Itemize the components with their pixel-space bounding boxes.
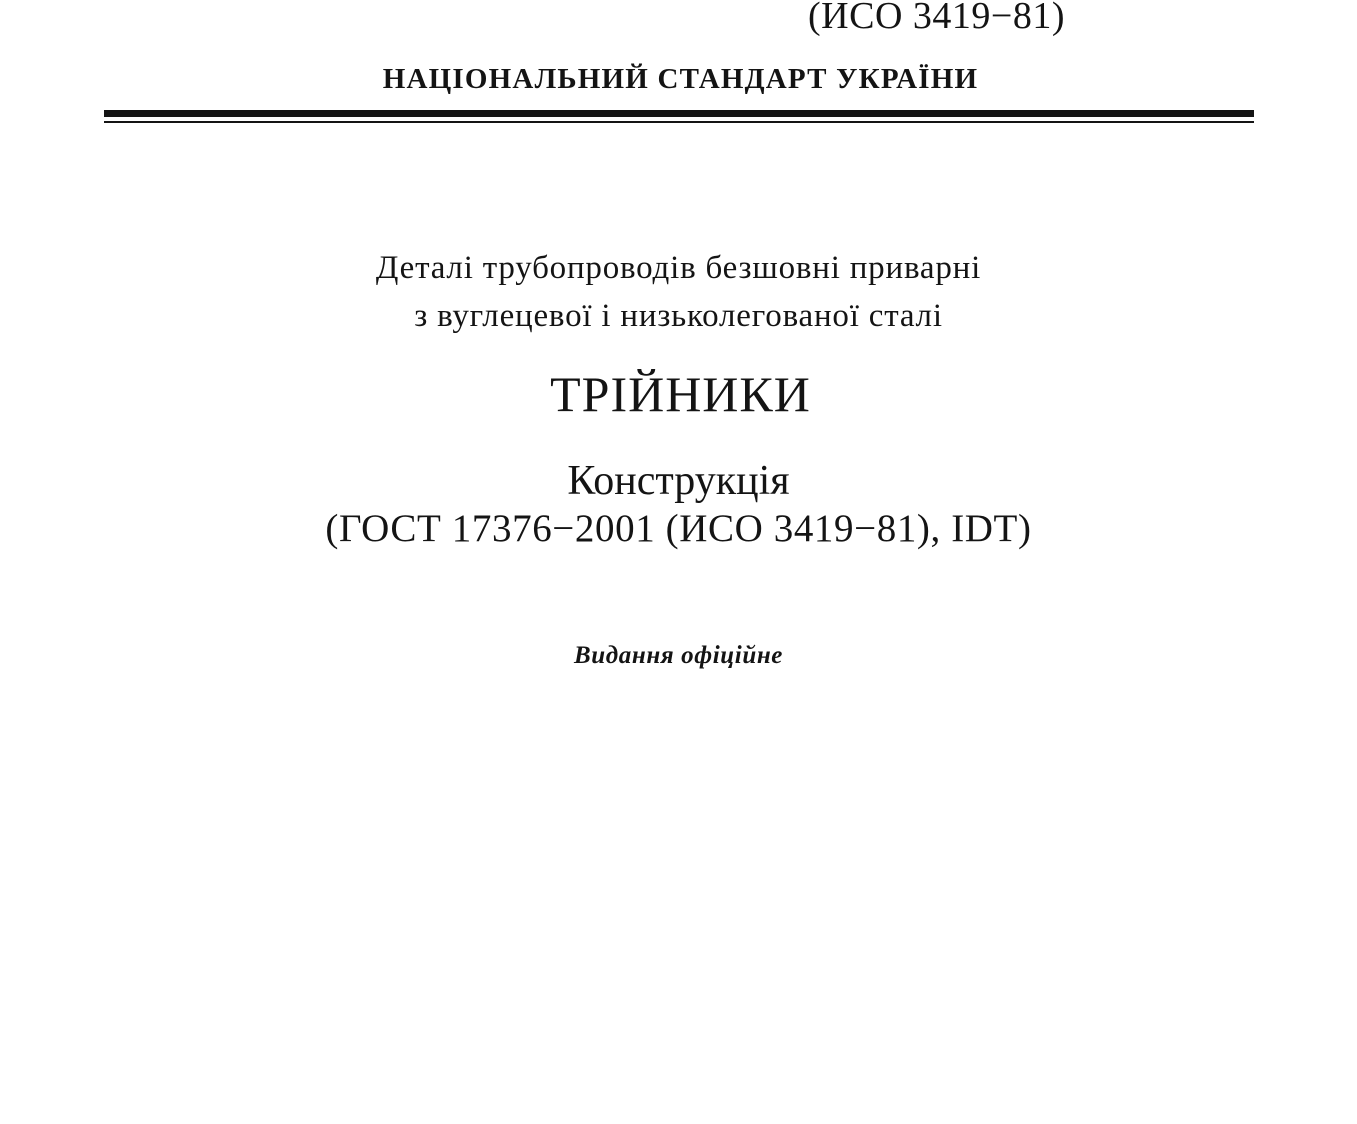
header-rule-thick (104, 110, 1254, 117)
part-title: Конструкція (567, 458, 790, 504)
national-standard-heading: НАЦІОНАЛЬНИЙ СТАНДАРТ УКРАЇНИ (382, 63, 979, 95)
standard-designation: (ГОСТ 17376−2001 (ИСО 3419−81), IDT) (325, 507, 1032, 550)
subtitle-line-1: Деталі трубопроводів безшовні приварні (375, 250, 982, 286)
top-reference: (ИСО 3419−81) (808, 0, 1065, 37)
header-rule-thin (104, 121, 1254, 123)
subtitle-line-2: з вуглецевої і низьколегованої сталі (414, 298, 943, 334)
edition-label: Видання офіційне (573, 642, 784, 669)
document-title: ТРІЙНИКИ (550, 366, 811, 422)
